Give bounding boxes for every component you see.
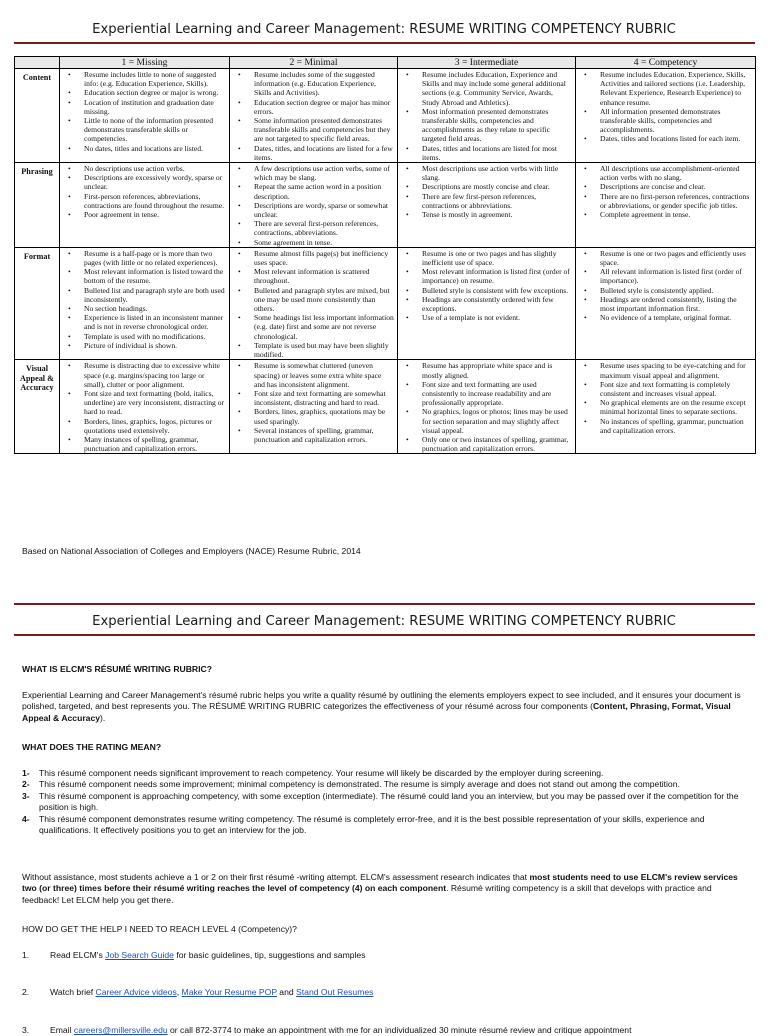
criteria-item: • Descriptions are mostly concise and clear.	[400, 182, 572, 191]
ratings-list	[22, 768, 746, 836]
criteria-item: • Resume is somewhat cluttered (uneven spacing) or leaves some extra white space and has inconsistent alignment.	[232, 361, 394, 389]
criteria-item: • No evidence of a template, original format.	[578, 313, 752, 322]
rubric-cell-intermediate	[398, 163, 576, 248]
rubric-header-intermediate: 3 = Intermediate	[398, 57, 576, 69]
heading-what-is-rubric: WHAT IS ELCM'S RÉSUMÉ WRITING RUBRIC?	[22, 664, 212, 674]
criteria-item: • Bulleted and paragraph styles are mixed, but one may be used more consistently than others.	[232, 286, 394, 314]
criteria-item: • Bulleted style is consistent with few exceptions.	[400, 286, 572, 295]
criteria-item: • Descriptions are wordy, sparse or somewhat unclear.	[232, 201, 394, 219]
criteria-list	[232, 70, 394, 162]
criteria-item: • Resume is one or two pages and efficiently uses space.	[578, 249, 752, 267]
criteria-item: • No dates, titles and locations are listed.	[62, 144, 226, 153]
step-text: for basic guidelines, tip, suggestions and samples	[173, 950, 366, 960]
step-number: 3.	[22, 1024, 30, 1035]
criteria-item: • There are few first-person references, contractions or abbreviations.	[400, 192, 572, 210]
criteria-item: • Bulleted style is consistently applied.	[578, 286, 752, 295]
criteria-item: • Most information presented demonstrates transferable skills, competencies and accomplishments as they relate to specific targeted field areas.	[400, 107, 572, 144]
criteria-item: • Resume is distracting due to excessive white space (e.g. margins/spacing too large or small), clutter or poor alignment.	[62, 361, 226, 389]
rubric-header-row	[15, 57, 756, 69]
rating-number: 2-	[22, 779, 30, 790]
criteria-item: • Use of a template is not evident.	[400, 313, 572, 322]
criteria-item: • Dates, titles and locations listed for each item.	[578, 134, 752, 143]
rubric-header-corner	[15, 57, 60, 69]
criteria-item: • Borders, lines, graphics, quotations may be used sparingly.	[232, 407, 394, 425]
criteria-item: • No graphical elements are on the resume except minimal horizontal lines to separate sections.	[578, 398, 752, 416]
criteria-list	[578, 249, 752, 323]
criteria-list	[578, 70, 752, 144]
rating-text: This résumé component is approaching competency, with some exception (intermediate). The résumé could land you an interview, but you may be passed over if the competition for the position is high.	[39, 790, 739, 813]
make-your-resume-pop-link[interactable]: Make Your Resume POP	[181, 987, 277, 998]
step-text: Read ELCM's	[50, 950, 106, 960]
criteria-list	[400, 249, 572, 323]
step-text: or call 872-3774 to make an appointment with me for an individualized 30 minute résumé review and critique appointment	[167, 1024, 632, 1035]
rubric-cell-minimal	[230, 69, 398, 163]
criteria-item: • Poor agreement in tense.	[62, 210, 226, 219]
rating-number: 1-	[22, 768, 30, 778]
criteria-item: • Font size and text formatting is completely consistent and increases visual appeal.	[578, 380, 752, 398]
rubric-cell-missing	[60, 360, 230, 454]
rubric-intro-paragraph	[22, 690, 746, 724]
criteria-item: • Dates, titles and locations are listed for most items.	[400, 144, 572, 162]
criteria-item: • No section headings.	[62, 304, 226, 313]
rubric-header-minimal: 2 = Minimal	[230, 57, 398, 69]
criteria-item: • Some agreement in tense.	[232, 238, 394, 247]
rubric-cell-missing	[60, 69, 230, 163]
rubric-row-label: Visual Appeal & Accuracy	[15, 360, 60, 454]
step-text: ,	[176, 987, 182, 998]
step-3	[22, 1025, 746, 1036]
rubric-cell-competency	[576, 163, 756, 248]
step-2	[22, 987, 746, 998]
criteria-list	[400, 361, 572, 453]
criteria-list	[62, 249, 226, 350]
criteria-list	[62, 164, 226, 219]
rubric-row-visual-appeal	[15, 360, 756, 454]
rubric-cell-minimal	[230, 163, 398, 248]
criteria-item: • No instances of spelling, grammar, punctuation and capitalization errors.	[578, 417, 752, 435]
rubric-cell-minimal	[230, 360, 398, 454]
criteria-item: • Resume has appropriate white space and is mostly aligned.	[400, 361, 572, 379]
criteria-item: • Font size and text formatting are somewhat inconsistent, distracting and hard to read.	[232, 389, 394, 407]
criteria-item: • Font size and text formatting (bold, italics, underline) are very inconsistent, distracting or hard to read.	[62, 389, 226, 417]
criteria-item: • Headings are ordered consistently, listing the most important information first.	[578, 295, 752, 313]
rubric-row-label: Format	[15, 247, 60, 359]
criteria-item: • Resume includes Education, Experience and Skills and may include some general additional sections (e.g. Community Service, Awards, Study Abroad and Athletics).	[400, 70, 572, 107]
assist-text-a: Without assistance, most students achieve a 1 or 2 on their first résumé -writing attempt. ELCM's assessment research indicates that	[22, 872, 530, 882]
criteria-item: • Template is used with no modifications.	[62, 332, 226, 341]
rating-text: This résumé component needs significant improvement to reach competency. Your resume will likely be discarded by the employer during screening.	[39, 768, 604, 778]
criteria-item: • Only one or two instances of spelling, grammar, punctuation and capitalization errors.	[400, 435, 572, 453]
criteria-item: • Template is used but may have been slightly modified.	[232, 341, 394, 359]
criteria-item: • Location of institution and graduation date missing.	[62, 98, 226, 116]
rating-item-3	[22, 791, 746, 814]
criteria-item: • Picture of individual is shown.	[62, 341, 226, 350]
criteria-item: • Resume includes some of the suggested information (e.g. Education Experience, Skills and Activities).	[232, 70, 394, 98]
intro-text-c: ).	[100, 712, 106, 723]
criteria-item: • Experience is listed in an inconsistent manner and is not in reverse chronological order.	[62, 313, 226, 331]
rubric-cell-missing	[60, 247, 230, 359]
criteria-item: • Bulleted list and paragraph style are both used inconsistently.	[62, 286, 226, 304]
criteria-item: • Education section degree or major is wrong.	[62, 88, 226, 97]
criteria-item: • There are no first-person references, contractions or abbreviations, or gender specific job titles.	[578, 192, 752, 210]
criteria-item: • No graphics, logos or photos; lines may be used for section separation and may slightly affect visual appeal.	[400, 407, 572, 435]
criteria-item: • Font size and text formatting are used consistently to increase readability and are professionally appropriate.	[400, 380, 572, 408]
rubric-row-content	[15, 69, 756, 163]
source-note: Based on National Association of Colleges and Employers (NACE) Resume Rubric, 2014	[22, 546, 361, 556]
criteria-item: • Dates, titles, and locations are listed for a few items.	[232, 144, 394, 162]
heading-rating-meaning: WHAT DOES THE RATING MEAN?	[22, 742, 162, 752]
rubric-cell-intermediate	[398, 247, 576, 359]
rating-text: This résumé component needs some improvement; minimal competency is demonstrated. The resume is simply average and does not stand out among the competition.	[39, 779, 680, 790]
criteria-list	[400, 70, 572, 162]
rating-text: This résumé component demonstrates resume writing competency. The résumé is completely error-free, and it is the best possible representation of your skills, experience and qualifications. It effectively positions you to get an interview for the job.	[39, 813, 705, 836]
criteria-item: • Resume almost fills page(s) but inefficiency uses space.	[232, 249, 394, 267]
rubric-header-competency: 4 = Competency	[576, 57, 756, 69]
careers-email-link[interactable]: careers@millersville.edu	[73, 1024, 168, 1035]
assistance-paragraph	[22, 872, 746, 906]
criteria-item: • Most relevant information is scattered throughout.	[232, 267, 394, 285]
step-1	[22, 950, 746, 961]
criteria-item: • A few descriptions use action verbs, some of which may be slang.	[232, 164, 394, 182]
assist-text-c: . Résumé writing competency is a skill that develops with practice and feedback! Let ELCM help you get there.	[22, 883, 712, 905]
assist-emphasis: most students need to use ELCM's review services two (or three) times before their résumé writing reaches the level of competency (4) on each component	[22, 872, 738, 894]
rating-item-2	[22, 779, 746, 790]
criteria-item: • All information presented demonstrates transferable skills, competencies and accomplishments.	[578, 107, 752, 135]
criteria-item: • Resume is one or two pages and has slightly inefficient use of space.	[400, 249, 572, 267]
rubric-table	[14, 56, 756, 454]
criteria-item: • Borders, lines, graphics, logos, pictures or quotations used extensively.	[62, 417, 226, 435]
step-number: 1.	[22, 950, 30, 960]
criteria-item: • Most relevant information is listed toward the bottom of the resume.	[62, 267, 226, 285]
section-divider	[14, 603, 755, 605]
criteria-item: • All relevant information is listed first (order of importance).	[578, 267, 752, 285]
criteria-item: • Education section degree or major has minor errors.	[232, 98, 394, 116]
criteria-list	[578, 361, 752, 435]
criteria-list	[400, 164, 572, 219]
rating-item-1	[22, 768, 746, 779]
section2-title: Experiential Learning and Career Management: RESUME WRITING COMPETENCY RUBRIC	[92, 614, 676, 629]
rubric-cell-missing	[60, 163, 230, 248]
heading-how-to-reach: HOW DO GET THE HELP I NEED TO REACH LEVEL 4 (Competency)?	[22, 924, 297, 934]
criteria-list	[232, 361, 394, 444]
criteria-item: • Complete agreement in tense.	[578, 210, 752, 219]
rubric-cell-intermediate	[398, 360, 576, 454]
rubric-row-format	[15, 247, 756, 359]
criteria-list	[232, 164, 394, 247]
career-advice-videos-link[interactable]: Career Advice videos	[95, 987, 177, 998]
criteria-list	[62, 70, 226, 153]
criteria-item: • Most descriptions use action verbs with little slang.	[400, 164, 572, 182]
criteria-item: • First-person references, abbreviations, contractions are found throughout the resume.	[62, 192, 226, 210]
criteria-item: • Some information presented demonstrates transferable skills and competencies but they are not targeted to specific field areas.	[232, 116, 394, 144]
rubric-row-label: Content	[15, 69, 60, 163]
criteria-item: • Resume uses spacing to be eye-catching and for maximum visual appeal and alignment.	[578, 361, 752, 379]
criteria-item: • Resume includes Education, Experience, Skills, Activities and tailored sections (i.e. Leadership, Relevant Experience, Research Experience) to enhance resume.	[578, 70, 752, 107]
rubric-cell-intermediate	[398, 69, 576, 163]
intro-components: Content, Phrasing, Format, Visual Appeal & Accuracy	[22, 701, 731, 723]
criteria-item: • Descriptions are concise and clear.	[578, 182, 752, 191]
criteria-item: • Resume is a half-page or is more than two pages (with little or no related experiences).	[62, 249, 226, 267]
criteria-item: • Headings are consistently ordered with few exceptions.	[400, 295, 572, 313]
criteria-list	[578, 164, 752, 219]
step-number: 2.	[22, 987, 30, 998]
rubric-cell-competency	[576, 69, 756, 163]
criteria-list	[232, 249, 394, 359]
criteria-item: • There are several first-person references, contractions, abbreviations.	[232, 219, 394, 237]
stand-out-resumes-link[interactable]: Stand Out Resumes	[296, 987, 374, 998]
rubric-body	[15, 69, 756, 454]
criteria-item: • Repeat the same action word in a position description.	[232, 182, 394, 200]
criteria-item: • Most relevant information is listed first (order of importance) on resume.	[400, 267, 572, 285]
criteria-item: • All descriptions use accomplishment-oriented action verbs with no slang.	[578, 164, 752, 182]
rubric-cell-minimal	[230, 247, 398, 359]
step-text: Watch brief	[50, 987, 96, 998]
title-rule	[14, 42, 755, 44]
page-title: Experiential Learning and Career Management: RESUME WRITING COMPETENCY RUBRIC	[92, 22, 676, 37]
rubric-row-phrasing	[15, 163, 756, 248]
step-text: Email	[50, 1024, 74, 1035]
criteria-item: • Some headings list less important information (e.g. date) first and some are not reverse chronological.	[232, 313, 394, 341]
rubric-row-label: Phrasing	[15, 163, 60, 248]
criteria-list	[62, 361, 226, 453]
criteria-item: • Many instances of spelling, grammar, punctuation and capitalization errors.	[62, 435, 226, 453]
step-text: and	[276, 987, 297, 998]
rating-item-4	[22, 814, 746, 837]
intro-text-a: Experiential Learning and Career Management's résumé rubric helps you write a quality résumé by outlining the elements employers expect to see included, and it ensures your document is polished, targeted, and best represents you. The RÉSUMÉ WRITING RUBRIC categorizes the effectiveness of your résumé across four components (	[22, 690, 741, 712]
section2-title-rule	[14, 634, 755, 636]
criteria-item: • Descriptions are excessively wordy, sparse or unclear.	[62, 173, 226, 191]
criteria-item: • Little to none of the information presented demonstrates transferable skills or competencies.	[62, 116, 226, 144]
rubric-cell-competency	[576, 360, 756, 454]
rubric-header-missing: 1 = Missing	[60, 57, 230, 69]
rubric-cell-competency	[576, 247, 756, 359]
criteria-item: • Tense is mostly in agreement.	[400, 210, 572, 219]
rating-number: 4-	[22, 813, 30, 824]
job-search-guide-link[interactable]: Job Search Guide	[105, 950, 174, 960]
criteria-item: • No descriptions use action verbs.	[62, 164, 226, 173]
criteria-item: • Resume includes little to none of suggested info: (e.g. Education Experience, Skills).	[62, 70, 226, 88]
criteria-item: • Several instances of spelling, grammar, punctuation and capitalization errors.	[232, 426, 394, 444]
rating-number: 3-	[22, 790, 30, 801]
